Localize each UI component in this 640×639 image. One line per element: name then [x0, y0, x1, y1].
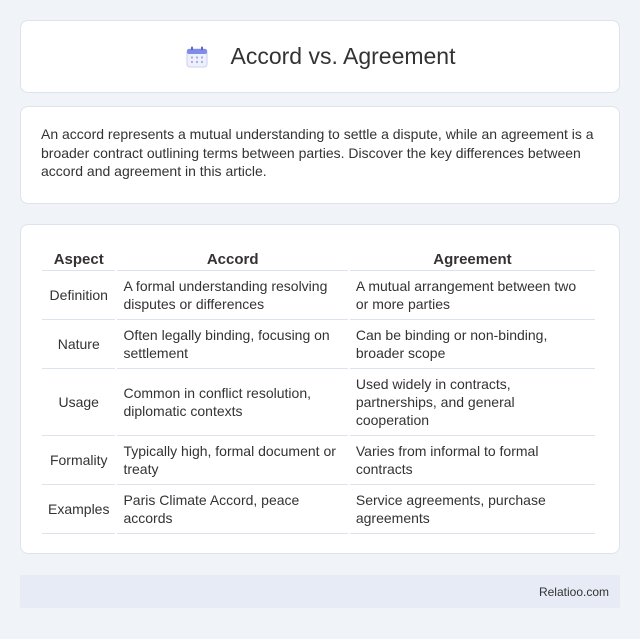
table-header-row: [42, 245, 595, 271]
header-accord: Accord: [117, 245, 347, 271]
row-aspect: Definition: [42, 271, 115, 320]
row-accord: Often legally binding, focusing on settlement: [117, 320, 347, 369]
comparison-table: [40, 245, 597, 534]
table-row: [42, 436, 595, 485]
row-agreement: Can be binding or non-binding, broader scope: [350, 320, 595, 369]
footer: [20, 575, 620, 608]
row-accord: A formal understanding resolving disputes or differences: [117, 271, 347, 320]
row-agreement: Service agreements, purchase agreements: [350, 485, 595, 534]
row-aspect: Formality: [42, 436, 115, 485]
table-row: [42, 485, 595, 534]
header-agreement: Agreement: [350, 245, 595, 271]
row-agreement: Used widely in contracts, partnerships, and general cooperation: [350, 369, 595, 436]
row-accord: Common in conflict resolution, diplomatic contexts: [117, 369, 347, 436]
header-aspect: Aspect: [42, 245, 115, 271]
row-agreement: Varies from informal to formal contracts: [350, 436, 595, 485]
row-accord: Typically high, formal document or treaty: [117, 436, 347, 485]
row-accord: Paris Climate Accord, peace accords: [117, 485, 347, 534]
calendar-icon: [185, 45, 209, 69]
intro-text: An accord represents a mutual understanding to settle a dispute, while an agreement is a broader contract outlining terms between parties. Discover the key differences between accord and agreement in this article.: [41, 126, 594, 179]
row-aspect: Usage: [42, 369, 115, 436]
row-agreement: A mutual arrangement between two or more parties: [350, 271, 595, 320]
row-aspect: Examples: [42, 485, 115, 534]
title-card: [20, 20, 620, 93]
table-row: [42, 271, 595, 320]
comparison-table-card: [20, 224, 620, 554]
table-row: [42, 369, 595, 436]
page-title: Accord vs. Agreement: [230, 43, 456, 69]
row-aspect: Nature: [42, 320, 115, 369]
intro-card: [20, 106, 620, 204]
table-row: [42, 320, 595, 369]
footer-brand[interactable]: Relatioo.com: [538, 584, 609, 599]
